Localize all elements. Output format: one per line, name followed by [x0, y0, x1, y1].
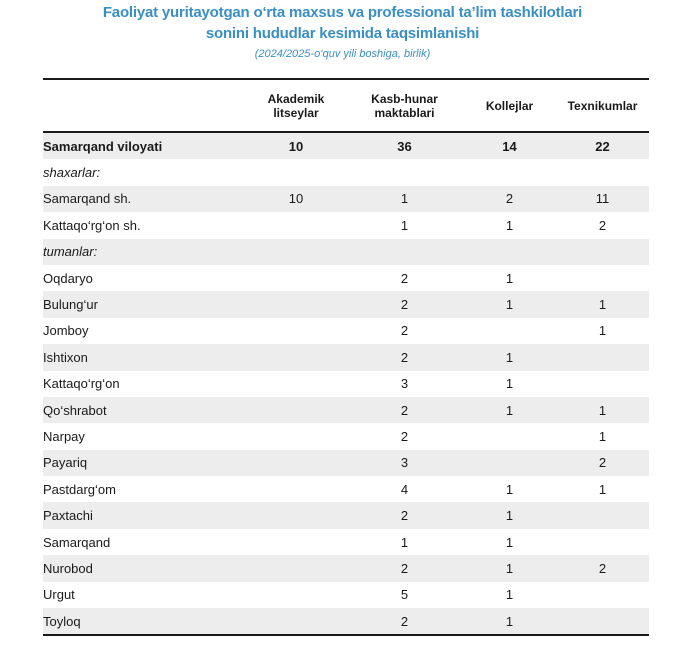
region-name: Qo‘shrabot	[43, 397, 246, 423]
cell-kasb-hunar-maktablari	[346, 239, 463, 265]
cell-akademik-litseylar	[246, 265, 346, 291]
cell-kollejlar: 2	[463, 186, 556, 212]
table-row	[43, 371, 649, 397]
table-row	[43, 555, 649, 581]
region-name: Kattaqo‘rg‘on sh.	[43, 217, 141, 233]
cell-kollejlar: 1	[505, 270, 514, 286]
region-name: Payariq	[43, 450, 246, 476]
cell-texnikumlar	[556, 371, 649, 397]
region-name: Samarqand	[43, 534, 111, 550]
header-texnikumlar	[556, 79, 649, 132]
region-name: Narpay	[43, 428, 85, 444]
region-name: Urgut	[43, 587, 75, 603]
cell-kollejlar: 1	[505, 587, 514, 603]
region-name: Jomboy	[43, 323, 89, 339]
total-row	[43, 132, 649, 159]
cell-kasb-hunar-maktablari: 2	[400, 428, 409, 444]
cell-texnikumlar	[556, 582, 649, 608]
cell-kollejlar: 1	[463, 344, 556, 370]
region-name: Paxtachi	[43, 502, 246, 528]
cell-kasb-hunar-maktablari: 2	[346, 344, 463, 370]
header-akademik-litseylar-label: Akademik litseylar	[267, 91, 325, 120]
cell-texnikumlar: 1	[556, 291, 649, 317]
cell-akademik-litseylar: 10	[246, 186, 346, 212]
cell-akademik-litseylar: 10	[246, 132, 346, 159]
section-row	[43, 239, 649, 265]
cell-texnikumlar	[556, 608, 649, 635]
cell-kasb-hunar-maktablari: 2	[346, 291, 463, 317]
cell-texnikumlar	[556, 239, 649, 265]
header-texnikumlar-label: Texnikumlar	[567, 98, 638, 113]
cell-texnikumlar: 22	[556, 132, 649, 159]
cell-kollejlar	[463, 159, 556, 185]
cell-akademik-litseylar	[246, 239, 346, 265]
cell-akademik-litseylar	[246, 344, 346, 370]
cell-akademik-litseylar	[246, 502, 346, 528]
cell-texnikumlar: 1	[598, 481, 607, 497]
cell-akademik-litseylar	[246, 212, 346, 238]
header-row	[43, 79, 649, 132]
data-table	[43, 78, 649, 636]
header-region	[43, 79, 246, 132]
cell-kasb-hunar-maktablari: 2	[400, 323, 409, 339]
cell-akademik-litseylar	[246, 318, 346, 344]
cell-akademik-litseylar	[246, 159, 346, 185]
cell-akademik-litseylar	[246, 450, 346, 476]
header-kasb-hunar-maktablari-label: Kasb-hunar maktablari	[371, 91, 438, 120]
table-row	[43, 423, 649, 449]
cell-texnikumlar: 2	[556, 555, 649, 581]
cell-texnikumlar: 11	[556, 186, 649, 212]
section-label: tumanlar:	[43, 239, 246, 265]
region-name: Ishtixon	[43, 344, 246, 370]
cell-kasb-hunar-maktablari: 5	[400, 587, 409, 603]
section-label: shaxarlar:	[43, 165, 101, 181]
cell-kasb-hunar-maktablari: 3	[346, 450, 463, 476]
cell-kasb-hunar-maktablari: 1	[400, 534, 409, 550]
cell-akademik-litseylar	[246, 582, 346, 608]
cell-akademik-litseylar	[246, 291, 346, 317]
header-kollejlar	[463, 79, 556, 132]
cell-kasb-hunar-maktablari: 1	[400, 217, 409, 233]
region-name: Samarqand sh.	[43, 186, 246, 212]
region-name: Bulung‘ur	[43, 291, 246, 317]
table-row	[43, 397, 649, 423]
cell-kasb-hunar-maktablari: 4	[400, 481, 409, 497]
cell-kollejlar: 1	[463, 555, 556, 581]
section-row	[43, 159, 649, 185]
cell-kollejlar: 1	[505, 481, 514, 497]
region-name: Kattaqo‘rg‘on	[43, 376, 120, 392]
cell-kasb-hunar-maktablari: 1	[346, 186, 463, 212]
cell-akademik-litseylar	[246, 555, 346, 581]
cell-texnikumlar	[556, 159, 649, 185]
title-line-1: Faoliyat yuritayotgan o‘rta maxsus va professional ta’lim tashkilotlari	[102, 4, 583, 21]
cell-kollejlar: 1	[505, 534, 514, 550]
cell-kollejlar: 1	[505, 217, 514, 233]
cell-kasb-hunar-maktablari	[346, 159, 463, 185]
table-row	[43, 582, 649, 608]
cell-kasb-hunar-maktablari: 2	[346, 397, 463, 423]
cell-texnikumlar	[556, 265, 649, 291]
cell-kollejlar	[463, 239, 556, 265]
cell-texnikumlar: 1	[598, 323, 607, 339]
table-body	[43, 132, 649, 635]
cell-akademik-litseylar	[246, 476, 346, 502]
table-row	[43, 502, 649, 528]
cell-akademik-litseylar	[246, 529, 346, 555]
cell-kollejlar: 1	[463, 608, 556, 635]
header-kasb-hunar-maktablari	[346, 79, 463, 132]
cell-texnikumlar: 2	[556, 450, 649, 476]
cell-texnikumlar	[556, 344, 649, 370]
cell-kasb-hunar-maktablari: 2	[346, 608, 463, 635]
cell-akademik-litseylar	[246, 423, 346, 449]
cell-kasb-hunar-maktablari: 2	[346, 555, 463, 581]
cell-kollejlar	[463, 423, 556, 449]
table-row	[43, 608, 649, 635]
cell-kasb-hunar-maktablari: 3	[400, 376, 409, 392]
cell-kasb-hunar-maktablari: 2	[346, 502, 463, 528]
cell-texnikumlar: 1	[556, 397, 649, 423]
cell-kollejlar	[463, 318, 556, 344]
cell-akademik-litseylar	[246, 371, 346, 397]
table-row	[43, 529, 649, 555]
table-row	[43, 344, 649, 370]
header-kollejlar-label: Kollejlar	[485, 98, 534, 113]
title-block	[0, 2, 685, 62]
region-name: Oqdaryo	[43, 270, 93, 286]
cell-kollejlar	[463, 450, 556, 476]
table-row	[43, 265, 649, 291]
title-line-2: sonini hududlar kesimida taqsimlanishi	[205, 25, 480, 42]
cell-texnikumlar	[556, 502, 649, 528]
table-row	[43, 450, 649, 476]
cell-kollejlar: 14	[463, 132, 556, 159]
region-name: Nurobod	[43, 555, 246, 581]
cell-kollejlar: 1	[463, 291, 556, 317]
cell-akademik-litseylar	[246, 608, 346, 635]
cell-kollejlar: 1	[463, 502, 556, 528]
subtitle: (2024/2025-o‘quv yili boshiga, birlik)	[254, 48, 431, 60]
table-row	[43, 186, 649, 212]
table-row	[43, 212, 649, 238]
region-name: Toyloq	[43, 608, 246, 635]
region-name: Pastdarg‘om	[43, 481, 116, 497]
cell-kasb-hunar-maktablari: 36	[346, 132, 463, 159]
table-row	[43, 476, 649, 502]
cell-texnikumlar	[556, 529, 649, 555]
cell-kollejlar: 1	[505, 376, 514, 392]
region-name: Samarqand viloyati	[43, 132, 246, 159]
cell-kollejlar: 1	[463, 397, 556, 423]
table-row	[43, 318, 649, 344]
cell-texnikumlar: 2	[598, 217, 607, 233]
cell-kasb-hunar-maktablari: 2	[400, 270, 409, 286]
cell-akademik-litseylar	[246, 397, 346, 423]
header-akademik-litseylar	[246, 79, 346, 132]
cell-texnikumlar: 1	[598, 428, 607, 444]
table-row	[43, 291, 649, 317]
